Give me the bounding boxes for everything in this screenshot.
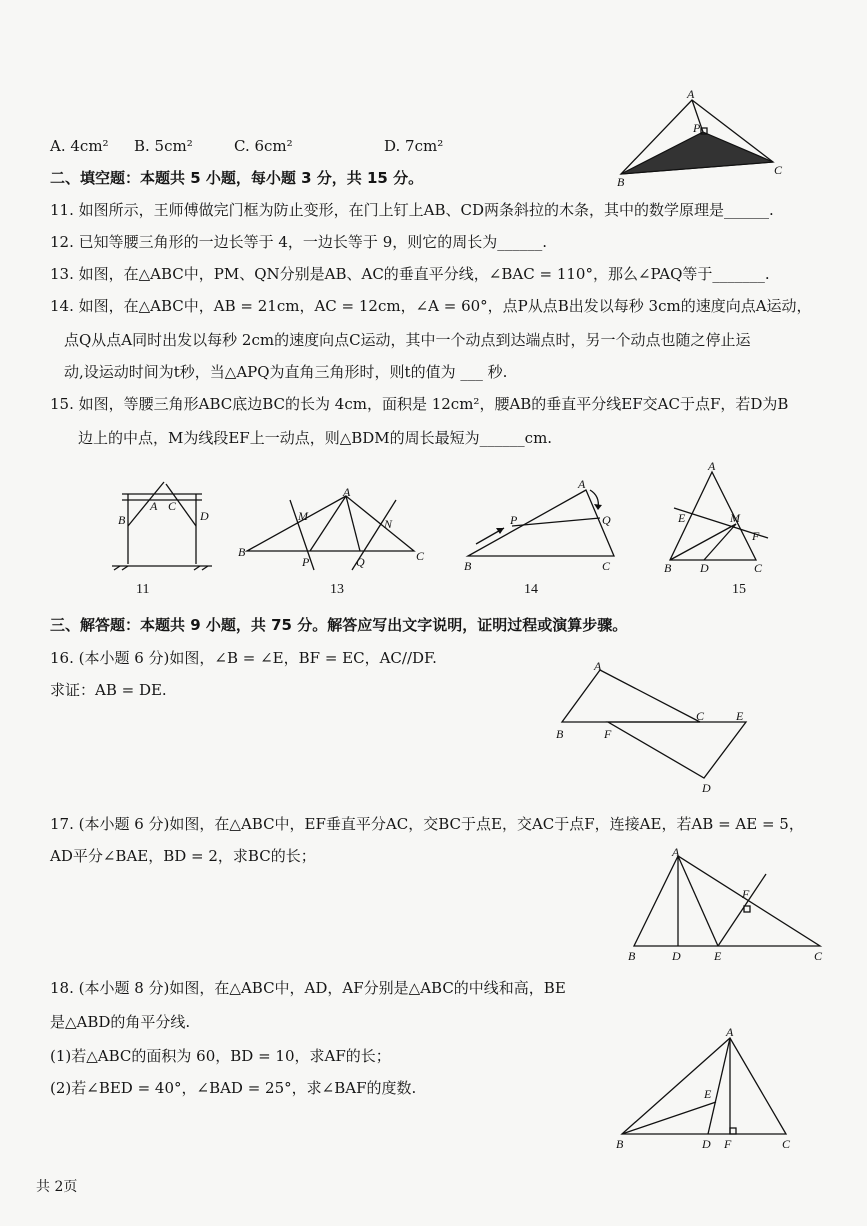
label-f: F: [742, 887, 750, 901]
question-14-line3: 动,设运动时间为t秒，当△APQ为直角三角形时，则t的值为 ___ 秒.: [64, 363, 508, 381]
figure-15-triangle: [660, 459, 775, 577]
caption-14: 14: [524, 582, 538, 597]
label-a: A: [687, 87, 695, 101]
label-b: B: [464, 559, 472, 573]
label-m: M: [298, 509, 308, 523]
question-16-line2: 求证：AB = DE.: [50, 681, 167, 699]
label-p: P: [693, 121, 701, 135]
label-d: D: [702, 1137, 711, 1151]
label-a: A: [726, 1025, 734, 1039]
label-d: D: [702, 781, 711, 795]
label-f: F: [724, 1137, 732, 1151]
question-18-line1: 18. (本小题 8 分)如图，在△ABC中，AD，AF分别是△ABC的中线和高，BE: [50, 979, 566, 997]
figure-17: [622, 842, 832, 967]
option-d: D. 7cm²: [384, 137, 444, 155]
figure-top-triangle: [615, 87, 785, 189]
label-e: E: [714, 949, 722, 963]
caption-11: 11: [136, 582, 150, 597]
label-p: P: [510, 513, 518, 527]
label-f: F: [604, 727, 612, 741]
label-a: A: [708, 459, 716, 473]
label-c: C: [416, 549, 425, 563]
label-b: B: [238, 545, 246, 559]
figure-13-triangle: [232, 486, 427, 574]
label-a: A: [594, 659, 602, 673]
label-a: A: [150, 499, 158, 513]
label-c: C: [602, 559, 611, 573]
figure-18: [612, 1026, 802, 1151]
question-15-line1: 15. 如图，等腰三角形ABC底边BC的长为 4cm，面积是 12cm²，腰AB的垂直平分线EF交AC于点F，若D为B: [50, 395, 789, 413]
label-q: Q: [602, 513, 611, 527]
label-e: E: [736, 709, 744, 723]
question-11: 11. 如图所示，王师傅做完门框为防止变形，在门上钉上AB、CD两条斜拉的木条，其中的数学原理是______.: [50, 201, 774, 219]
label-b: B: [628, 949, 636, 963]
option-a: A. 4cm²: [50, 137, 109, 155]
label-b: B: [556, 727, 564, 741]
label-c: C: [696, 709, 705, 723]
figure-14-triangle: [458, 478, 628, 573]
label-b: B: [617, 175, 625, 189]
label-p: P: [302, 555, 310, 569]
label-a: A: [343, 485, 351, 499]
question-18-line4: (2)若∠BED = 40°，∠BAD = 25°，求∠BAF的度数.: [50, 1079, 417, 1097]
section3-heading: 三、解答题：本题共 9 小题，共 75 分。解答应写出文字说明，证明过程或演算步骤。: [50, 616, 628, 634]
question-14-line2: 点Q从点A同时出发以每秒 2cm的速度向点C运动，其中一个动点到达端点时，另一个动点也随之停止运: [64, 331, 751, 349]
label-a: A: [672, 845, 680, 859]
label-b: B: [664, 561, 672, 575]
label-d: D: [200, 509, 209, 523]
label-f: F: [752, 529, 760, 543]
label-a: A: [578, 477, 586, 491]
question-18-line3: (1)若△ABC的面积为 60，BD = 10，求AF的长；: [50, 1047, 391, 1065]
label-q: Q: [356, 555, 365, 569]
figure-11-door-frame: [110, 478, 215, 574]
option-b: B. 5cm²: [134, 137, 193, 155]
label-b: B: [616, 1137, 624, 1151]
label-e: E: [704, 1087, 712, 1101]
label-d: D: [700, 561, 709, 575]
question-17-line1: 17. (本小题 6 分)如图，在△ABC中，EF垂直平分AC，交BC于点E，交AC于点F，连接AE，若AB = AE = 5，: [50, 815, 804, 833]
question-12: 12. 已知等腰三角形的一边长等于 4，一边长等于 9，则它的周长为______.: [50, 233, 548, 251]
question-18-line2: 是△ABD的角平分线.: [50, 1013, 191, 1031]
label-c: C: [754, 561, 763, 575]
page-footer: 共 2页: [36, 1179, 78, 1195]
question-17-line2: AD平分∠BAE，BD = 2，求BC的长；: [50, 847, 316, 865]
label-e: E: [678, 511, 686, 525]
label-c: C: [782, 1137, 791, 1151]
option-c: C. 6cm²: [234, 137, 293, 155]
label-d: D: [672, 949, 681, 963]
figure-16: [552, 660, 757, 795]
label-c: C: [168, 499, 177, 513]
question-16-line1: 16. (本小题 6 分)如图，∠B = ∠E，BF = EC，AC//DF.: [50, 649, 437, 667]
label-b: B: [118, 513, 126, 527]
label-n: N: [384, 517, 393, 531]
label-c: C: [814, 949, 823, 963]
question-14-line1: 14. 如图，在△ABC中，AB = 21cm，AC = 12cm，∠A = 60°，点P从点B出发以每秒 3cm的速度向点A运动，: [50, 297, 812, 315]
caption-13: 13: [330, 582, 344, 597]
question-15-line2: 边上的中点，M为线段EF上一动点，则△BDM的周长最短为______cm.: [78, 429, 553, 447]
caption-15: 15: [732, 582, 746, 597]
label-c: C: [774, 163, 783, 177]
label-m: M: [730, 511, 740, 525]
question-13: 13. 如图，在△ABC中，PM、QN分别是AB、AC的垂直平分线，∠BAC = 110°，那么∠PAQ等于_______.: [50, 265, 770, 283]
section2-heading: 二、填空题：本题共 5 小题，每小题 3 分，共 15 分。: [50, 169, 424, 187]
